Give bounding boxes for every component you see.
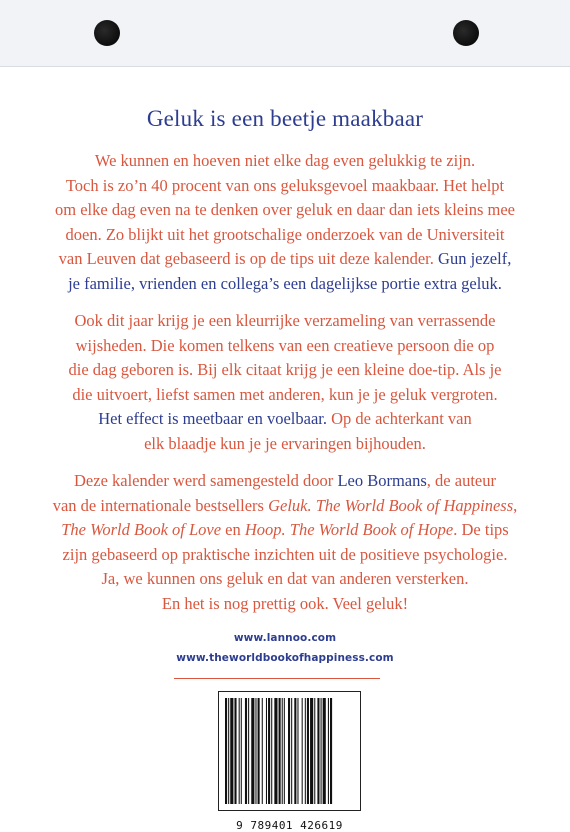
barcode-bar: [234, 698, 236, 804]
barcode-bar: [271, 698, 272, 804]
text-segment: elk blaadje kun je je ervaringen bijhouden.: [144, 433, 426, 453]
website-link[interactable]: www.theworldbookofhappiness.com: [176, 652, 394, 664]
text-line: [0, 518, 570, 543]
text-line: [0, 309, 570, 334]
text-line: [0, 494, 570, 519]
highlight-text: Gun jezelf,: [438, 249, 512, 269]
text-line: [0, 272, 570, 297]
barcode-bar: [228, 698, 229, 804]
book-title: Hoop. The World Book of Hope: [244, 520, 454, 540]
barcode-bar: [258, 698, 260, 804]
barcode-bar: [328, 698, 329, 804]
author-name: Leo Bormans: [337, 471, 427, 490]
text-line: [0, 469, 570, 494]
author-paragraph: [0, 469, 570, 617]
text-segment: ,: [513, 495, 518, 515]
intro-paragraph: [0, 149, 570, 297]
barcode-bar: [255, 698, 256, 804]
text-line: [0, 174, 570, 199]
barcode-bar: [239, 698, 240, 804]
book-title: Geluk. The World Book of Happiness: [268, 495, 514, 515]
text-segment: . De tips: [453, 520, 509, 540]
barcode-bar: [302, 698, 303, 804]
text-segment: Deze kalender werd samengesteld door: [74, 471, 338, 490]
barcode-bar: [294, 698, 296, 804]
text-segment: wijsheden. Die komen telkens van een creatieve persoon die op: [75, 335, 495, 355]
text-line: [0, 223, 570, 248]
barcode-bar: [282, 698, 283, 804]
barcode-bar: [314, 698, 315, 804]
text-segment: We kunnen en hoeven niet elke dag even gelukkig te zijn.: [94, 151, 476, 170]
text-line: En het is nog prettig ook. Veel geluk!: [161, 593, 409, 613]
barcode-bar: [225, 698, 227, 804]
text-line: Ja, we kunnen ons geluk en dat van anderen versterken.: [101, 569, 469, 589]
text-segment: doen. Zo blijkt uit het grootschalige onderzoek van de Universiteit: [65, 224, 505, 244]
barcode-bar: [262, 698, 263, 804]
links-block: [0, 632, 570, 664]
highlight-text: Het effect is meetbaar en voelbaar.: [98, 409, 327, 429]
highlight-text: je familie, vrienden en collega’s een dagelijkse portie extra geluk.: [68, 273, 502, 293]
isbn-number: 9 789401 426619: [236, 819, 343, 832]
text-segment: van de internationale bestsellers: [52, 495, 269, 515]
text-segment: Ook dit jaar krijg je een kleurrijke verzameling van verrassende: [74, 311, 496, 330]
barcode-bar: [284, 698, 285, 804]
barcode-bar: [251, 698, 254, 804]
barcode: [219, 692, 360, 810]
binding-hole-right: [453, 20, 479, 46]
text-line: [0, 407, 570, 432]
barcode-bar: [321, 698, 322, 804]
publisher-link[interactable]: www.lannoo.com: [233, 632, 337, 644]
text-segment: en: [221, 520, 245, 540]
text-segment: van Leuven dat gebaseerd is op de tips uit deze kalender.: [58, 249, 439, 269]
text-segment: , de auteur: [426, 471, 496, 490]
text-segment: die uitvoert, liefst samen met anderen, kun je je geluk vergroten.: [72, 384, 498, 404]
binding-hole-left: [94, 20, 120, 46]
text-line: zijn gebaseerd op praktische inzichten uit de positieve psychologie.: [62, 544, 508, 564]
barcode-bar: [279, 698, 281, 804]
barcode-bar: [310, 698, 313, 804]
barcode-bar: [330, 698, 332, 804]
divider-line: [174, 678, 380, 679]
content-paragraph: [0, 309, 570, 457]
text-line: [0, 358, 570, 383]
text-line: [0, 432, 570, 457]
barcode-bar: [230, 698, 233, 804]
page-title: Geluk is een beetje maakbaar: [146, 106, 424, 131]
barcode-bar: [241, 698, 242, 804]
text-segment: Op de achterkant van: [326, 409, 472, 429]
barcode-bar: [317, 698, 319, 804]
barcode-bar: [305, 698, 306, 804]
book-title: The World Book of Love: [61, 520, 222, 540]
text-line: [0, 198, 570, 223]
barcode-bar: [266, 698, 267, 804]
barcode-bar: [323, 698, 326, 804]
text-line: [0, 334, 570, 359]
text-line: [0, 149, 570, 174]
barcode-bar: [245, 698, 247, 804]
barcode-bar: [307, 698, 309, 804]
barcode-bar: [248, 698, 249, 804]
barcode-bar: [274, 698, 277, 804]
barcode-bar: [297, 698, 298, 804]
text-line: [0, 247, 570, 272]
text-segment: om elke dag even na te denken over geluk en daar dan iets kleins mee: [55, 200, 515, 220]
barcode-bar: [268, 698, 270, 804]
text-segment: die dag geboren is. Bij elk citaat krijg je een kleine doe-tip. Als je: [68, 360, 502, 380]
text-segment: Toch is zo’n 40 procent van ons geluksgevoel maakbaar. Het helpt: [65, 175, 505, 195]
text-line: [0, 383, 570, 408]
barcode-icon: [219, 692, 360, 810]
calendar-header-band: [0, 0, 570, 67]
barcode-bar: [288, 698, 290, 804]
barcode-bar: [291, 698, 292, 804]
